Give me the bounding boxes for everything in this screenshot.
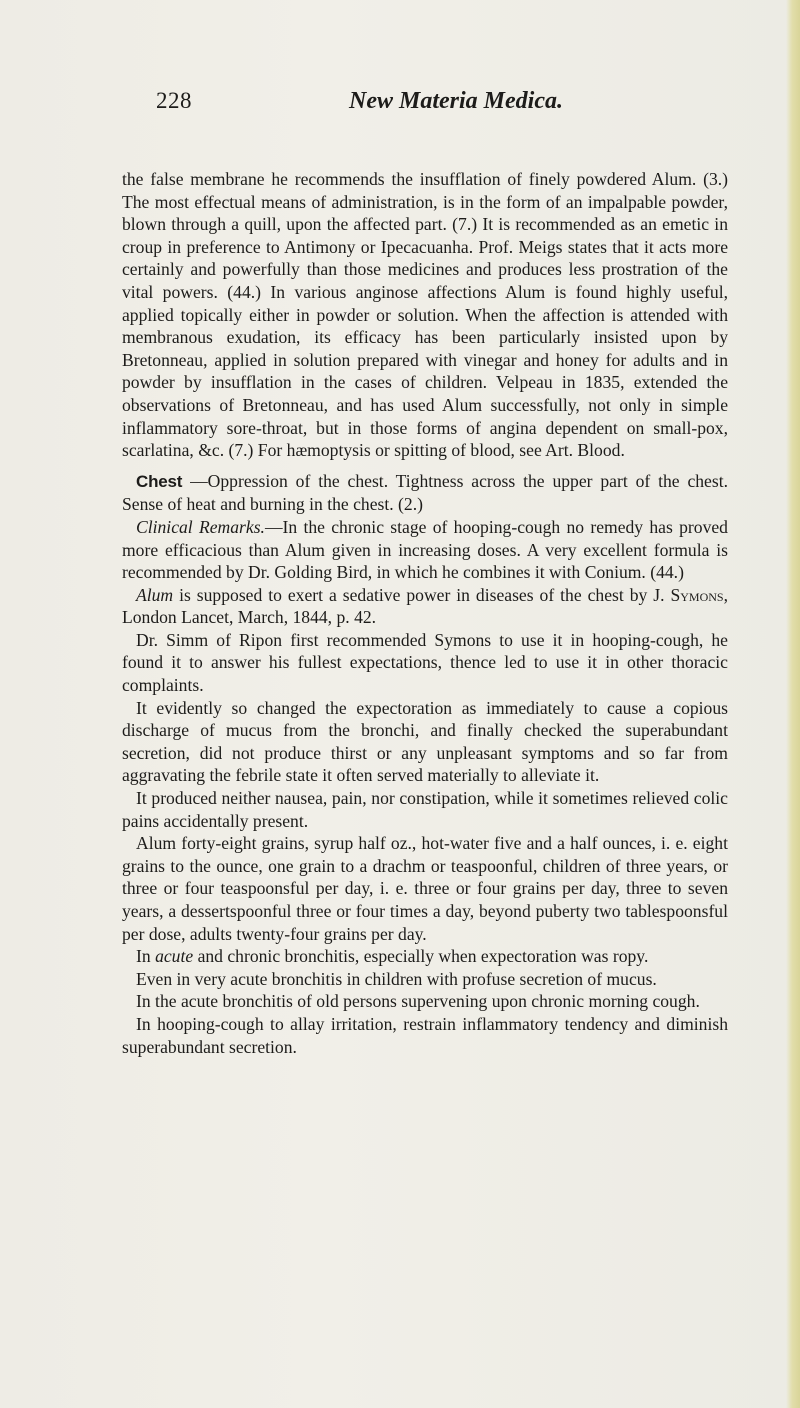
paragraph-chest <box>122 470 728 516</box>
chest-symptoms: —Oppression of the chest. Tightness across the upper part of the chest. Sense of heat and burning in the chest. (2.) <box>122 470 728 515</box>
paragraph-acute-bronchitis <box>122 945 728 968</box>
paragraph-clinical-remarks <box>122 516 728 584</box>
paragraph-alum-sedative <box>122 584 728 629</box>
acute-prefix: In <box>136 946 156 967</box>
paragraph-formula: Alum forty-eight grains, syrup half oz., hot-water five and a half ounces, i. e. eight grains to the ounce, one grain to a drachm or teaspoonful, children of three years, or three or four teaspoonsful per day, i. e. three or four grains per day, three to seven years, a dessertspoonful three or four times a day, beyond puberty two tablespoonsful per dose, adults twenty-four grains per day. <box>122 833 728 944</box>
clinical-remarks-text: —In the chronic stage of hooping-cough no remedy has proved more efficacious than Alum given in increasing doses. A very excellent formula is recommended by Dr. Golding Bird, in which he combines it with Conium. (44.) <box>122 516 728 583</box>
acute-rest: and chronic bronchitis, especially when expectoration was ropy. <box>193 946 649 967</box>
paragraph-no-nausea: It produced neither nausea, pain, nor constipation, while it sometimes relieved colic pains accidentally present. <box>122 788 728 831</box>
page-number: 228 <box>156 88 192 113</box>
section-term-chest: Chest <box>136 471 183 491</box>
acute-word: acute <box>155 946 194 967</box>
page-body <box>122 168 728 1058</box>
paragraph-insufflation: the false membrane he recommends the insufflation of finely powdered Alum. (3.) The most effectual means of administration, is in the form of an impalpable powder, blown through a quill, upon the affected part. (7.) It is recommended as an emetic in croup in preference to Antimony or Ipecacuanha. Prof. Meigs states that it acts more certainly and powerfully than those medicines and produces less prostration of the vital powers. (44.) In various anginose affections Alum is found highly useful, applied topically either in powder or solution. When the affection is attended with membranous exudation, its efficacy has been particularly insisted upon by Bretonneau, applied in solution prepared with vinegar and honey for adults and in powder by insufflation in the cases of children. Velpeau in 1835, extended the observations of Bretonneau, and has used Alum successfully, not only in simple inflammatory sore-throat, but in those forms of angina dependent on small-pox, scarlatina, &c. (7.) For hæmoptysis or spitting of blood, see Art. Blood. <box>122 169 728 461</box>
alum-text-a: is supposed to exert a sedative power in diseases of the chest by J. <box>173 584 671 605</box>
running-title: New Materia Medica. <box>349 88 563 114</box>
paragraph-hooping-cough: In hooping-cough to allay irritation, restrain inflammatory tendency and diminish superabundant secretion. <box>122 1013 728 1057</box>
alum-text-b: , London Lancet, March, 1844, p. 42. <box>122 584 728 628</box>
paragraph-expectoration: It evidently so changed the expectoration as immediately to cause a copious discharge of mucus from the bronchi, and finally checked the superabundant secretion, did not produce thirst or any unpleasant symptoms and so far from aggravating the febrile state it often served materially to alleviate it. <box>122 697 728 786</box>
page-edge-shadow <box>786 0 800 1408</box>
paragraph-children-bronchitis: Even in very acute bronchitis in children with profuse secretion of mucus. <box>136 968 657 989</box>
paragraph-old-persons: In the acute bronchitis of old persons supervening upon chronic morning cough. <box>136 991 700 1012</box>
alum-label: Alum <box>136 584 174 605</box>
page-header <box>156 88 716 128</box>
clinical-remarks-label: Clinical Remarks. <box>136 516 265 537</box>
author-symons: Symons <box>670 584 724 605</box>
paragraph-simm: Dr. Simm of Ripon first recommended Symons to use it in hooping-cough, he found it to answer his fullest expectations, thence led to use it in other thoracic complaints. <box>122 629 728 696</box>
